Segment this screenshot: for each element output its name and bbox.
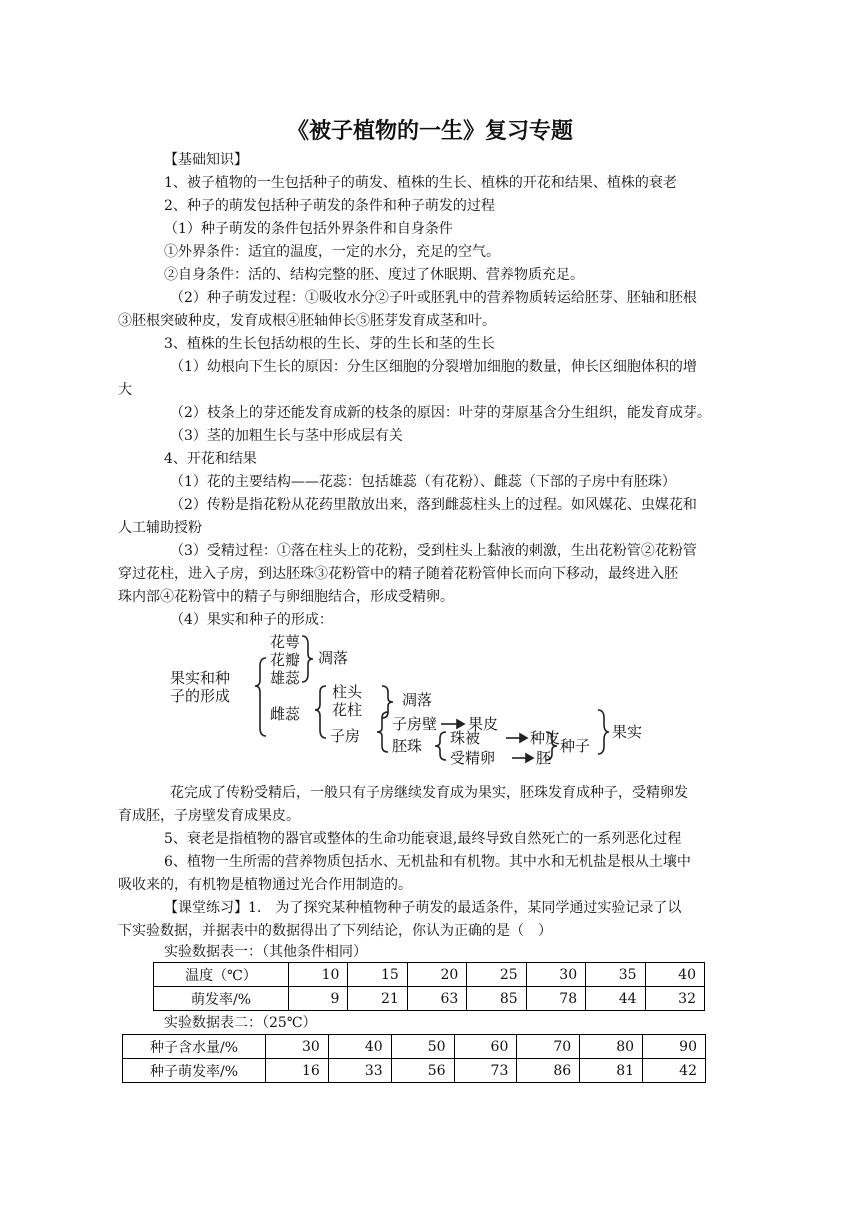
table-cell: 40 bbox=[645, 963, 704, 987]
table-row bbox=[154, 963, 705, 987]
diagram-label-cirui: 雌蕊 bbox=[270, 705, 301, 723]
table-cell: 35 bbox=[586, 963, 645, 987]
diagram-label-zifangbi: 子房壁 bbox=[392, 715, 438, 733]
table-cell: 40 bbox=[328, 1035, 391, 1059]
table-cell-header: 温度（℃） bbox=[154, 963, 289, 987]
table-cell: 81 bbox=[580, 1059, 643, 1083]
table-cell: 10 bbox=[289, 963, 348, 987]
diagram-label-zhubei: 珠被 bbox=[450, 729, 481, 747]
paragraph-4-3-line1: （3）受精过程：①落在柱头上的花粉，受到柱头上黏液的刺激，生出花粉管②花粉管 bbox=[170, 543, 697, 559]
table-cell: 63 bbox=[407, 987, 466, 1011]
table-row bbox=[123, 1059, 706, 1083]
table-cell: 33 bbox=[328, 1059, 391, 1083]
table-cell: 16 bbox=[266, 1059, 329, 1083]
table-cell: 42 bbox=[643, 1059, 706, 1083]
diagram-label-xiongrui: 雄蕊 bbox=[270, 669, 301, 687]
diagram-label-zhutou: 柱头 bbox=[332, 683, 363, 701]
paragraph-1: 1、被子植物的一生包括种子的萌发、植株的生长、植株的开花和结果、植株的衰老 bbox=[164, 175, 677, 191]
table-row bbox=[154, 987, 705, 1011]
diagram-label-shoujingluan: 受精卵 bbox=[450, 749, 496, 767]
diagram-label-guoshi: 果实 bbox=[612, 723, 643, 741]
practice-question-line2: 下实验数据，并据表中的数据得出了下列结论，你认为正确的是（ ） bbox=[118, 923, 552, 939]
fruit-seed-formation-diagram bbox=[170, 628, 670, 778]
table-cell: 60 bbox=[454, 1035, 517, 1059]
table-cell: 9 bbox=[289, 987, 348, 1011]
paragraph-4-3-line3: 珠内部④花粉管中的精子与卵细胞结合，形成受精卵。 bbox=[118, 589, 454, 605]
paragraph-4-3-line2: 穿过花柱，进入子房，到达胚珠③花粉管中的精子随着花粉管伸长而向下移动，最终进入胚 bbox=[118, 566, 678, 582]
table-cell: 50 bbox=[391, 1035, 454, 1059]
paragraph-2-1: （1）种子萌发的条件包括外界条件和自身条件 bbox=[164, 221, 453, 237]
diagram-label-diaoluo-2: 凋落 bbox=[402, 691, 433, 709]
table-cell: 70 bbox=[517, 1035, 580, 1059]
paragraph-5: 5、衰老是指植物的器官或整体的生命功能衰退,最终导致自然死亡的一系列恶化过程 bbox=[164, 831, 682, 847]
diagram-root-label-line1: 果实和种 bbox=[170, 669, 231, 687]
table-cell: 20 bbox=[407, 963, 466, 987]
diagram-label-huazhu: 花柱 bbox=[332, 701, 363, 719]
paragraph-3-3: （3）茎的加粗生长与茎中形成层有关 bbox=[170, 428, 403, 444]
table-cell: 73 bbox=[454, 1059, 517, 1083]
paragraph-3-2: （2）枝条上的芽还能发育成新的枝条的原因：叶芽的芽原基含分生组织，能发育成芽。 bbox=[170, 405, 711, 421]
table-cell-header: 萌发率/% bbox=[154, 987, 289, 1011]
paragraph-4-2-line2: 人工辅助授粉 bbox=[118, 520, 202, 536]
table-cell: 21 bbox=[348, 987, 407, 1011]
diagram-label-peizhu: 胚珠 bbox=[392, 737, 423, 755]
table-cell: 30 bbox=[526, 963, 585, 987]
page-title: 《被子植物的一生》复习专题 bbox=[286, 119, 573, 144]
diagram-root-label-line2: 子的形成 bbox=[170, 687, 231, 705]
table-cell: 30 bbox=[266, 1035, 329, 1059]
table-row bbox=[123, 1035, 706, 1059]
diagram-label-zhongpi: 种皮 bbox=[530, 729, 561, 747]
table-cell: 85 bbox=[467, 987, 526, 1011]
diagram-label-huaban: 花瓣 bbox=[270, 651, 301, 669]
paragraph-4-2-line1: （2）传粉是指花粉从花药里散放出来，落到雌蕊柱头上的过程。如风媒花、虫媒花和 bbox=[170, 497, 697, 513]
table-cell-header: 种子萌发率/% bbox=[123, 1059, 266, 1083]
table-cell: 86 bbox=[517, 1059, 580, 1083]
paragraph-2-1b: ②自身条件：活的、结构完整的胚、度过了休眠期、营养物质充足。 bbox=[164, 267, 584, 283]
diagram-label-pei: 胚 bbox=[536, 749, 552, 767]
table2-caption: 实验数据表二：（25℃） bbox=[164, 1015, 317, 1031]
paragraph-after-diagram-line1: 花完成了传粉受精后，一般只有子房继续发育成为果实，胚珠发育成种子，受精卵发 bbox=[170, 785, 688, 801]
paragraph-2-2-line2: ③胚根突破种皮，发育成根④胚轴伸长⑤胚芽发育成茎和叶。 bbox=[118, 313, 496, 329]
paragraph-4-4: （4）果实和种子的形成： bbox=[170, 612, 333, 628]
paragraph-6-line2: 吸收来的，有机物是植物通过光合作用制造的。 bbox=[118, 877, 412, 893]
diagram-label-zhongzi: 种子 bbox=[560, 737, 591, 755]
diagram-label-guopi: 果皮 bbox=[468, 715, 499, 733]
paragraph-after-diagram-line2: 育成胚，子房壁发育成果皮。 bbox=[118, 808, 300, 824]
paragraph-3-1-line2: 大 bbox=[118, 382, 132, 398]
table2-water-germination bbox=[122, 1034, 706, 1083]
table-cell: 90 bbox=[643, 1035, 706, 1059]
paragraph-4-1: （1）花的主要结构——花蕊：包括雄蕊（有花粉）、雌蕊（下部的子房中有胚珠） bbox=[170, 474, 676, 490]
table-cell: 80 bbox=[580, 1035, 643, 1059]
table-cell: 78 bbox=[526, 987, 585, 1011]
table-cell: 25 bbox=[467, 963, 526, 987]
table-cell: 44 bbox=[586, 987, 645, 1011]
table1-temperature-germination bbox=[153, 962, 705, 1011]
diagram-label-zifang: 子房 bbox=[330, 727, 361, 745]
practice-question-line1: 【课堂练习】1. 为了探究某种植物种子萌发的最适条件，某同学通过实验记录了以 bbox=[164, 900, 682, 916]
paragraph-3-1-line1: （1）幼根向下生长的原因：分生区细胞的分裂增加细胞的数量，伸长区细胞体积的增 bbox=[170, 359, 697, 375]
diagram-label-huae: 花萼 bbox=[270, 633, 301, 651]
paragraph-4: 4、开花和结果 bbox=[164, 451, 257, 467]
table-cell: 56 bbox=[391, 1059, 454, 1083]
table-cell-header: 种子含水量/% bbox=[123, 1035, 266, 1059]
paragraph-6-line1: 6、植物一生所需的营养物质包括水、无机盐和有机物。其中水和无机盐是根从土壤中 bbox=[164, 854, 691, 870]
paragraph-3: 3、植株的生长包括幼根的生长、芽的生长和茎的生长 bbox=[164, 336, 495, 352]
table-cell: 32 bbox=[645, 987, 704, 1011]
paragraph-2-2-line1: （2）种子萌发过程：①吸收水分②子叶或胚乳中的营养物质转运给胚芽、胚轴和胚根 bbox=[170, 290, 697, 306]
table1-caption: 实验数据表一：（其他条件相同） bbox=[164, 944, 367, 960]
diagram-label-diaoluo-1: 凋落 bbox=[318, 649, 349, 667]
paragraph-2-1a: ①外界条件：适宜的温度，一定的水分，充足的空气。 bbox=[164, 244, 500, 260]
table-cell: 15 bbox=[348, 963, 407, 987]
paragraph-2: 2、种子的萌发包括种子萌发的条件和种子萌发的过程 bbox=[164, 198, 495, 214]
section-heading-basic: 【基础知识】 bbox=[164, 152, 248, 168]
